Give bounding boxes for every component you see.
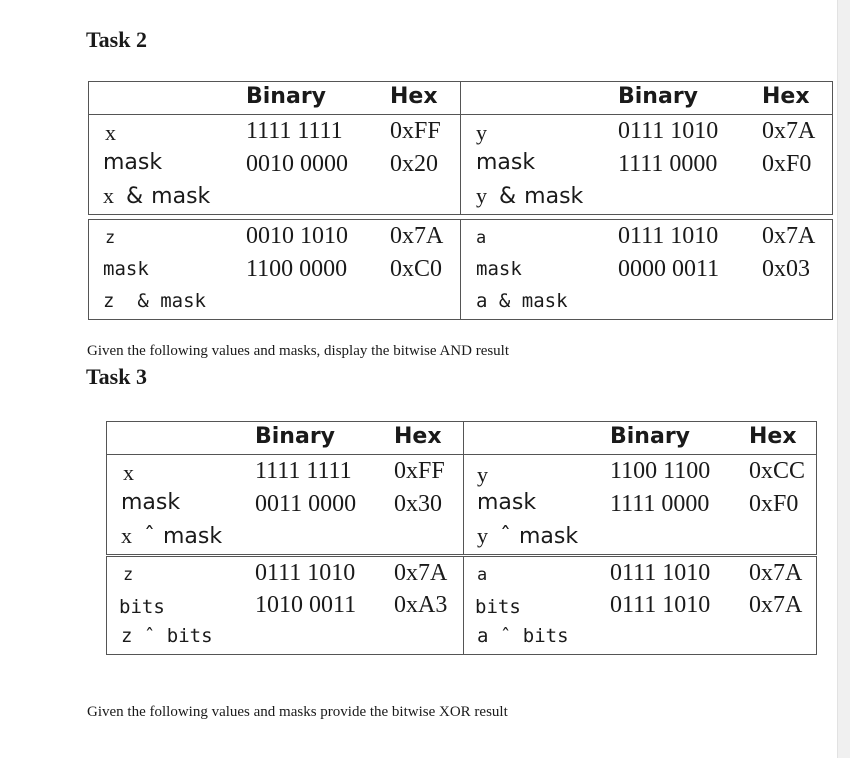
task2-z-and-mask: z & mask (103, 290, 206, 312)
task3-a-bits-label: bits (475, 596, 521, 618)
task3-z-label: z (123, 565, 134, 585)
task2-top-left-hex-header: Hex (390, 84, 438, 109)
task2-top-right-hex-header: Hex (762, 84, 810, 109)
task3-x-binary: 1111 1111 (255, 458, 352, 484)
task3-top-right-hex-header: Hex (749, 424, 797, 449)
task3-z-bits-binary: 1010 0011 (255, 592, 357, 618)
task2-top-left-binary-header: Binary (246, 84, 327, 109)
task3-a-hex: 0x7A (749, 560, 803, 586)
task2-z-mask-label: mask (103, 258, 149, 280)
task2-a-binary: 0111 1010 (618, 223, 719, 249)
task3-table-bottom (106, 556, 817, 655)
task2-z-binary: 0010 1010 (246, 223, 348, 249)
task2-x-label: x (105, 120, 116, 145)
task3-z-bits-label: bits (119, 596, 165, 618)
task3-x-mask-binary: 0011 0000 (255, 491, 357, 517)
task3-y-hex: 0xCC (749, 458, 806, 484)
task3-y-mask-hex: 0xF0 (749, 491, 799, 517)
task2-a-hex: 0x7A (762, 223, 816, 249)
task3-top-right-binary-header: Binary (610, 424, 691, 449)
task3-a-bits-hex: 0x7A (749, 592, 803, 618)
task3-table-top (106, 421, 817, 555)
task2-a-and-mask: a & mask (476, 290, 568, 312)
task3-a-label: a (477, 565, 488, 585)
task2-x-mask-binary: 0010 0000 (246, 151, 348, 177)
task2-y-and-mask: y & mask (476, 183, 584, 209)
task3-x-hex: 0xFF (394, 458, 445, 484)
task3-z-binary: 0111 1010 (255, 560, 356, 586)
task2-y-hex: 0x7A (762, 118, 816, 144)
task2-z-mask-binary: 1100 0000 (246, 256, 348, 282)
task2-x-binary: 1111 1111 (246, 118, 343, 144)
task2-a-mask-label: mask (476, 258, 522, 280)
task3-a-binary: 0111 1010 (610, 560, 711, 586)
task3-top-left-binary-header: Binary (255, 424, 336, 449)
task3-a-bits-binary: 0111 1010 (610, 592, 711, 618)
task3-x-xor-mask: x ˆ mask (121, 523, 223, 549)
task3-y-mask-label: mask (477, 490, 537, 515)
task2-heading: Task 2 (86, 27, 147, 52)
task3-a-xor-bits: a ˆ bits (477, 625, 569, 647)
task2-z-mask-hex: 0xC0 (390, 256, 443, 282)
task2-caption: Given the following values and masks, display the bitwise AND result (87, 343, 510, 359)
task3-x-mask-label: mask (121, 490, 181, 515)
task2-a-mask-hex: 0x03 (762, 256, 810, 282)
scrollbar[interactable] (837, 0, 850, 758)
task2-x-and-mask: x & mask (103, 183, 211, 209)
task3-y-label: y (477, 462, 488, 487)
task3-y-mask-binary: 1111 0000 (610, 491, 710, 517)
task2-top-right-binary-header: Binary (618, 84, 699, 109)
task3-y-binary: 1100 1100 (610, 458, 711, 484)
task2-y-mask-label: mask (476, 150, 536, 175)
task3-top-left-hex-header: Hex (394, 424, 442, 449)
task2-x-hex: 0xFF (390, 118, 441, 144)
task3-y-xor-mask: y ˆ mask (477, 523, 579, 549)
task3-x-mask-hex: 0x30 (394, 491, 442, 517)
task3-z-hex: 0x7A (394, 560, 448, 586)
task2-x-mask-hex: 0x20 (390, 151, 438, 177)
task3-x-label: x (123, 460, 134, 485)
task2-a-label: a (476, 228, 487, 248)
task2-table-top (88, 81, 833, 215)
task2-x-mask-label: mask (103, 150, 163, 175)
task3-caption: Given the following values and masks provide the bitwise XOR result (87, 704, 508, 720)
task2-y-binary: 0111 1010 (618, 118, 719, 144)
task2-a-mask-binary: 0000 0011 (618, 256, 720, 282)
task2-table-bottom (88, 219, 833, 320)
task3-z-xor-bits: z ˆ bits (121, 625, 213, 647)
task2-y-label: y (476, 120, 487, 145)
task3-z-bits-hex: 0xA3 (394, 592, 448, 618)
task2-z-label: z (105, 228, 116, 248)
task3-heading: Task 3 (86, 364, 147, 389)
task2-y-mask-binary: 1111 0000 (618, 151, 718, 177)
task2-y-mask-hex: 0xF0 (762, 151, 812, 177)
task2-z-hex: 0x7A (390, 223, 444, 249)
